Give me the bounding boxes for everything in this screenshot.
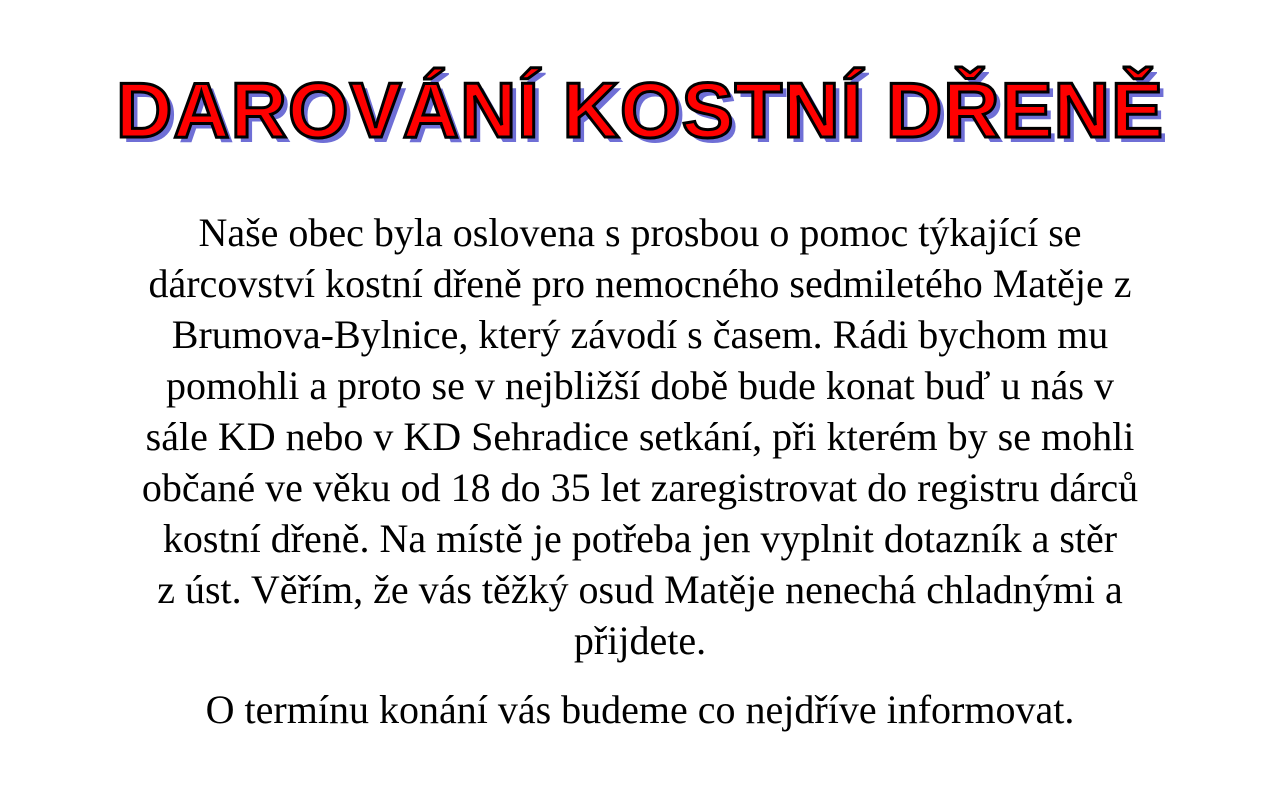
paragraph-line: Brumova-Bylnice, který závodí s časem. Rádi bychom mu <box>171 312 1109 357</box>
paragraph-line: Naše obec byla oslovena s prosbou o pomoc týkající se <box>198 210 1082 255</box>
notice-paragraph <box>30 207 1250 666</box>
paragraph-line: sále KD nebo v KD Sehradice setkání, při kterém by se mohli <box>145 414 1135 459</box>
paragraph-line: přijdete. <box>573 618 707 663</box>
paragraph-line: pomohli a proto se v nejbližší době bude konat buď u nás v <box>166 363 1114 408</box>
paragraph-line: dárcovství kostní dřeně pro nemocného sedmiletého Matěje z <box>148 261 1132 306</box>
notice-headline: DAROVÁNÍ KOSTNÍ DŘENĚ <box>115 66 1165 154</box>
paragraph-line: občané ve věku od 18 do 35 let zaregistrovat do registru dárců <box>141 465 1139 510</box>
closing-sentence: O termínu konání vás budeme co nejdříve informovat. <box>205 687 1075 732</box>
paragraph-line: kostní dřeně. Na místě je potřeba jen vyplnit dotazník a stěr <box>162 516 1118 561</box>
paragraph-line: z úst. Věřím, že vás těžký osud Matěje nenechá chladnými a <box>157 567 1123 612</box>
